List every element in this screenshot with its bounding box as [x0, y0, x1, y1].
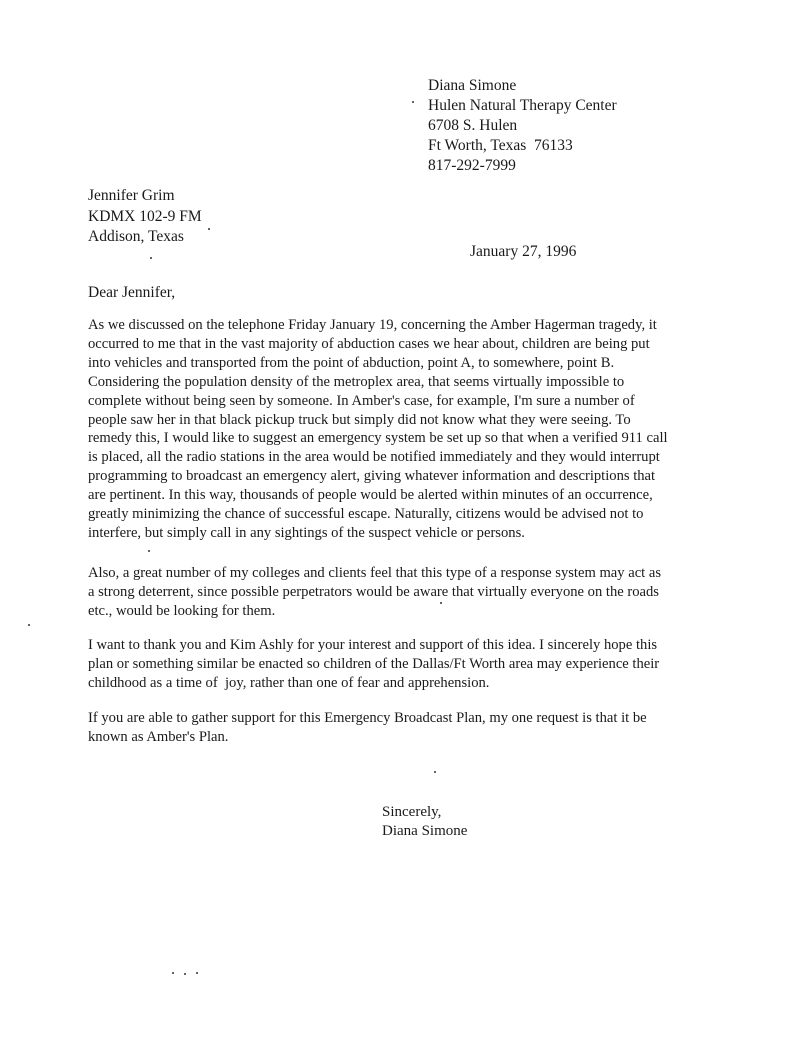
recipient-address-block [88, 186, 202, 248]
scan-speck [184, 973, 186, 975]
scan-speck [208, 228, 210, 230]
body-paragraph-1 [88, 316, 712, 543]
paragraph-line: If you are able to gather support for this Emergency Broadcast Plan, my one request is that it be [88, 710, 647, 726]
scan-speck [148, 550, 150, 552]
paragraph-line: known as Amber's Plan. [88, 728, 229, 745]
body-paragraph-2 [88, 564, 712, 621]
paragraph-line: childhood as a time of joy, rather than one of fear and apprehension. [88, 674, 490, 691]
sender-address-block [428, 76, 617, 176]
paragraph-line: occurred to me that in the vast majority of abduction cases we hear about, children are being put [88, 335, 650, 352]
paragraph-line: people saw her in that black pickup truck but simply did not know what they were seeing. To [88, 411, 631, 428]
scan-speck [412, 101, 414, 103]
paragraph-line: programming to broadcast an emergency alert, giving whatever information and descriptions that [88, 468, 656, 485]
sender-city-state-zip: Ft Worth, Texas 76133 [428, 137, 573, 154]
sender-organization: Hulen Natural Therapy Center [428, 97, 617, 114]
salutation: Dear Jennifer, [88, 284, 176, 301]
scan-speck [172, 972, 174, 974]
body-paragraph-3 [88, 636, 712, 693]
sender-phone: 817-292-7999 [428, 157, 516, 174]
paragraph-line: complete without being seen by someone. In Amber's case, for example, I'm sure a number of [88, 392, 635, 409]
recipient-station: KDMX 102-9 FM [88, 207, 202, 225]
recipient-name: Jennifer Grim [88, 187, 175, 204]
paragraph-line: greatly minimizing the chance of successful escape. Naturally, citizens would be advised not to [88, 506, 644, 523]
closing: Sincerely, [382, 804, 442, 820]
paragraph-line: etc., would be looking for them. [88, 602, 276, 619]
paragraph-line: Considering the population density of the metroplex area, that seems virtually impossible to [88, 373, 625, 390]
paragraph-line: Also, a great number of my colleges and clients feel that this type of a response system may act as [88, 565, 662, 581]
paragraph-line: As we discussed on the telephone Friday January 19, concerning the Amber Hagerman tragedy, it [88, 317, 657, 333]
paragraph-line: I want to thank you and Kim Ashly for your interest and support of this idea. I sincerely hope this [88, 637, 658, 653]
paragraph-line: remedy this, I would like to suggest an emergency system be set up so that when a verified 911 call [88, 430, 668, 447]
closing-block [382, 803, 467, 841]
signature-name: Diana Simone [382, 823, 468, 839]
paragraph-line: plan or something similar be enacted so children of the Dallas/Ft Worth area may experience their [88, 655, 660, 672]
scan-speck [150, 257, 152, 259]
paragraph-line: into vehicles and transported from the point of abduction, point A, to somewhere, point B. [88, 354, 615, 371]
body-paragraph-4 [88, 709, 712, 747]
paragraph-line: interfere, but simply call in any sightings of the suspect vehicle or persons. [88, 524, 525, 541]
paragraph-line: is placed, all the radio stations in the area would be notified immediately and they would interrupt [88, 449, 660, 466]
sender-street: 6708 S. Hulen [428, 117, 518, 134]
scan-speck [434, 771, 436, 773]
paragraph-line: are pertinent. In this way, thousands of people would be alerted within minutes of an occurrence, [88, 487, 653, 504]
scan-speck [196, 972, 198, 974]
paragraph-line: a strong deterrent, since possible perpetrators would be aware that virtually everyone on the roads [88, 583, 659, 600]
recipient-city-state: Addison, Texas [88, 228, 184, 245]
sender-name: Diana Simone [428, 77, 517, 94]
scan-speck [440, 602, 442, 604]
scan-speck [28, 624, 30, 626]
letter-date: January 27, 1996 [470, 243, 577, 260]
